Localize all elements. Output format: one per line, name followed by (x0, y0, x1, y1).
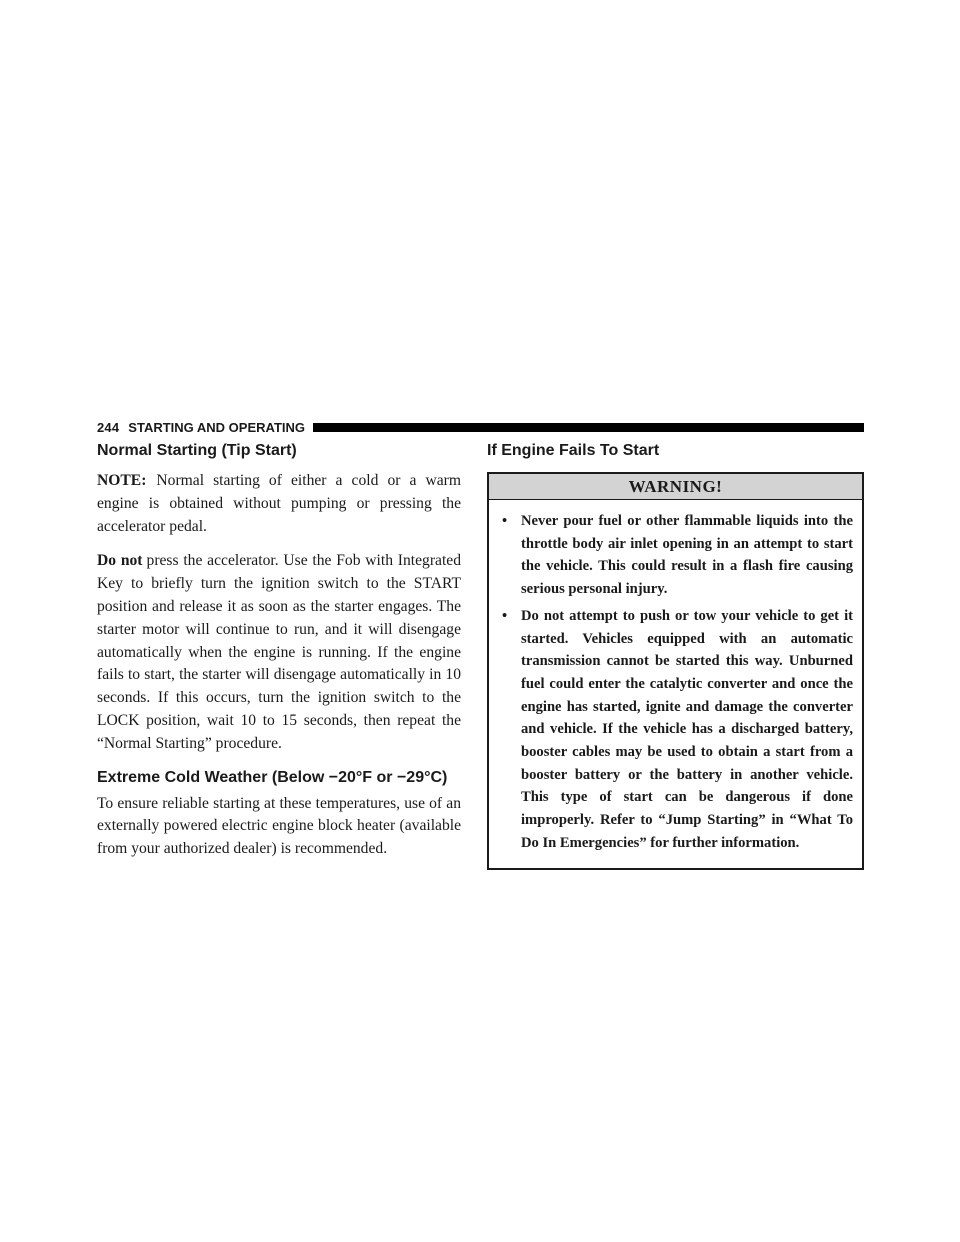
warning-item-text: Never pour fuel or other flammable liquids into the throttle body air inlet opening in an attempt to start the vehicle. This could result in a flash fire causing serious personal injury. (521, 513, 853, 598)
header-rule (313, 423, 864, 432)
note-label: NOTE: (97, 472, 147, 489)
extreme-cold-heading: Extreme Cold Weather (Below −20°F or −29°C) (97, 768, 448, 786)
extreme-cold-paragraph: To ensure reliable starting at these temperatures, use of an externally powered electric engine block heater (available from your authorized dealer) is recommended. (97, 794, 461, 858)
bullet-icon: • (502, 513, 508, 529)
note-text: Normal starting of either a cold or a warm engine is obtained without pumping or pressing the accelerator pedal. (97, 472, 461, 535)
bullet-icon: • (502, 607, 508, 624)
do-not-label: Do not (97, 552, 143, 570)
warning-item (502, 510, 853, 601)
warning-item (502, 605, 853, 855)
do-not-paragraph (97, 550, 461, 755)
page-number: 244 (97, 419, 120, 435)
note-paragraph (97, 470, 461, 538)
warning-title: WARNING! (489, 474, 862, 500)
section-title: STARTING AND OPERATING (128, 419, 305, 435)
warning-list (489, 500, 862, 868)
warning-item-text: Do not attempt to push or tow your vehicle to get it started. Vehicles equipped with an automatic transmission cannot be started this way. Unburned fuel could enter the catalytic converter and once the engine has started, ignite and damage the converter and vehicle. If the vehicle has a discharged battery, booster cables may be used to obtain a start from a booster battery or the battery in another vehicle. This type of start can be dangerous if done improperly. Refer to “Jump Starting” in “What To Do In Emergencies” for further information. (521, 607, 853, 851)
warning-box (487, 472, 864, 870)
right-column (487, 441, 864, 870)
left-column (97, 441, 461, 861)
do-not-text: press the accelerator. Use the Fob with Integrated Key to briefly turn the ignition switch to the START position and release it as soon as the starter engages. The starter motor will continue to run, and it will disengage automatically when the engine is running. If the engine fails to start, the starter will disengage automatically in 10 seconds. If this occurs, turn the ignition switch to the LOCK position, wait 10 to 15 seconds, then repeat the “Normal Starting” procedure. (97, 552, 462, 752)
page-header (97, 419, 864, 435)
normal-starting-heading: Normal Starting (Tip Start) (97, 442, 297, 459)
engine-fails-heading: If Engine Fails To Start (487, 442, 660, 459)
